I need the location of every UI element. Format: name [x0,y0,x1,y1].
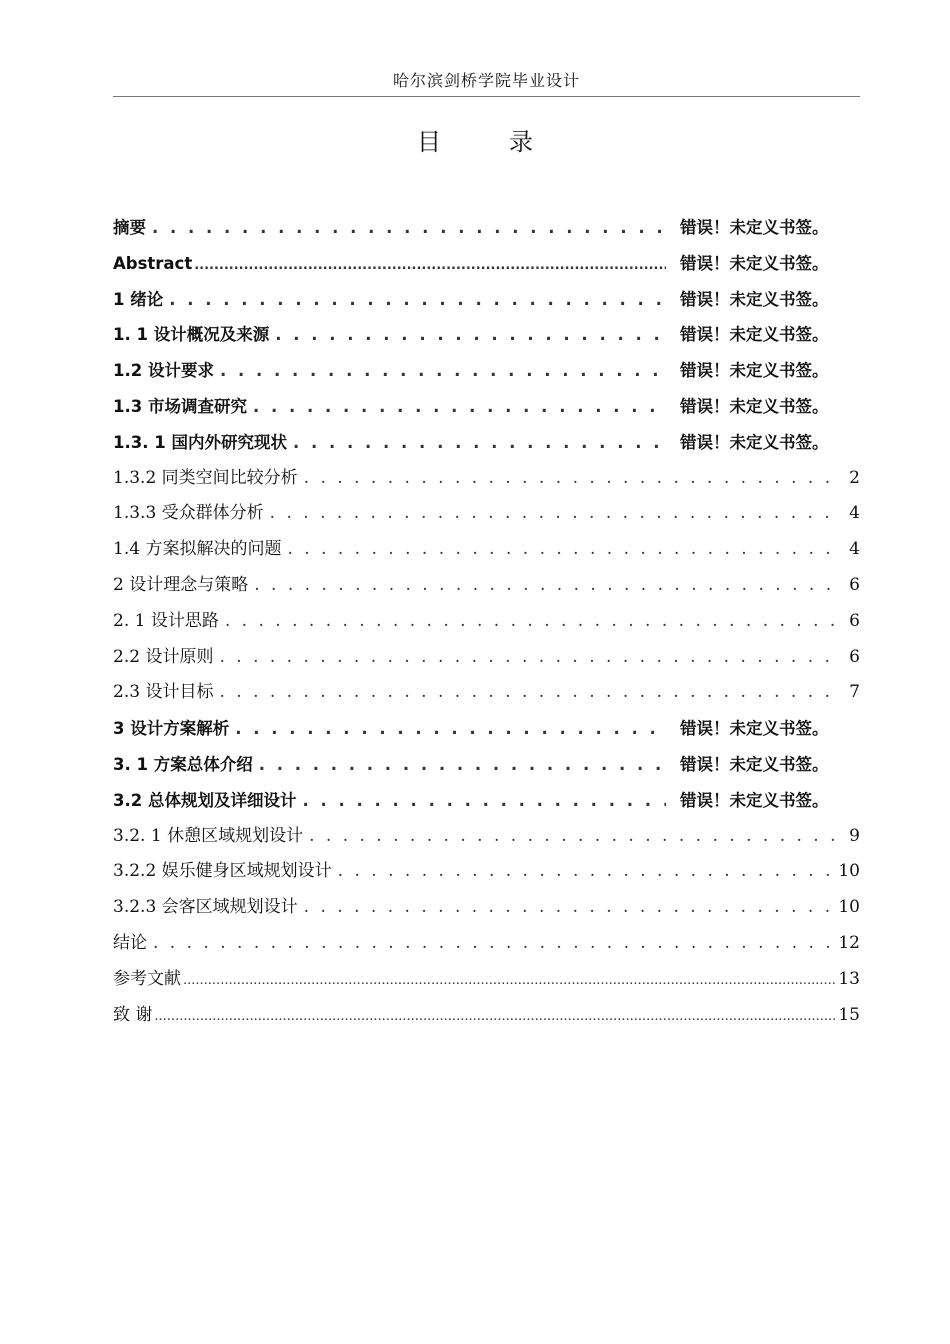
toc-entry-page: 15 [838,1004,860,1025]
dot-leader [304,461,834,497]
toc-title: 目 录 [417,128,555,156]
dot-leader [287,532,834,568]
toc-entry[interactable] [113,317,860,353]
toc-entry[interactable] [113,890,860,926]
toc-entry-page: 错误！未定义书签。 [680,218,829,237]
toc-entry-label: 1.3.2 同类空间比较分析 [113,467,298,488]
dot-leader [235,711,666,747]
toc-entry-page: 错误！未定义书签。 [680,396,829,416]
toc-entry-page: 9 [849,825,860,846]
toc-entry-label: 1.3. 1 国内外研究现状 [113,432,287,452]
toc-entry-page: 6 [849,610,860,631]
toc-entry[interactable] [113,210,860,246]
toc-entry[interactable] [113,854,860,890]
toc-entry-page: 2 [849,467,860,488]
toc-entry-page: 12 [838,932,860,953]
toc-entry[interactable] [113,246,860,282]
toc-entry-label: 1. 1 设计概况及来源 [113,325,270,345]
toc-entry-page: 错误！未定义书签。 [680,289,829,309]
toc-entry[interactable] [113,675,860,711]
toc-entry-page: 10 [838,897,860,918]
toc-entry-page: 4 [849,503,860,524]
toc-entry[interactable] [113,998,860,1034]
dot-leader [219,640,834,676]
dot-leader [153,926,832,962]
toc-entry[interactable] [113,568,860,604]
dot-leader [309,819,834,855]
toc-entry-label: Abstract [113,253,193,273]
toc-entry[interactable] [113,425,860,461]
toc-entry[interactable] [113,783,860,819]
toc-entry-label: 2 设计理念与策略 [113,574,249,595]
toc-entry-page: 错误！未定义书签。 [680,790,829,810]
dot-leader [152,210,666,246]
toc-entry[interactable] [113,962,860,998]
dot-leader [293,425,666,461]
dot-leader [304,890,833,926]
dot-leader [302,783,666,819]
table-of-contents [113,210,860,1033]
toc-entry-page: 错误！未定义书签。 [680,754,829,774]
toc-entry-label: 2.3 设计目标 [113,682,214,703]
dot-leader [253,389,666,425]
toc-entry-page: 6 [849,574,860,595]
toc-entry-label: 1.3 市场调查研究 [113,396,247,416]
toc-entry-label: 致 谢 [113,1004,153,1025]
page-header: 哈尔滨剑桥学院毕业设计 [113,68,860,97]
toc-entry-label: 参考文献 [113,968,181,989]
dot-leader [169,282,666,318]
toc-entry[interactable] [113,496,860,532]
toc-entry-label: 3. 1 方案总体介绍 [113,754,253,774]
toc-entry-page: 4 [849,539,860,560]
dot-leader [154,998,836,1035]
toc-entry-page: 错误！未定义书签。 [680,719,829,739]
dot-leader [338,854,833,890]
toc-entry-label: 3 设计方案解析 [113,719,230,739]
toc-entry-label: 2.2 设计原则 [113,646,214,667]
toc-entry-label: 3.2 总体规划及详细设计 [113,790,297,810]
toc-entry-label: 1 绪论 [113,289,164,309]
toc-entry-label: 3.2.3 会客区域规划设计 [113,897,298,918]
toc-entry-page: 6 [849,646,860,667]
toc-entry[interactable] [113,604,860,640]
dot-leader [270,496,834,532]
toc-entry[interactable] [113,461,860,497]
toc-entry-label: 2. 1 设计思路 [113,610,219,631]
toc-entry-label: 1.4 方案拟解决的问题 [113,539,282,560]
toc-entry-label: 结论 [113,932,147,953]
toc-entry[interactable] [113,389,860,425]
toc-entry[interactable] [113,282,860,318]
toc-entry[interactable] [113,532,860,568]
toc-entry-label: 摘要 [113,218,146,237]
dot-leader [275,317,666,353]
toc-entry[interactable] [113,819,860,855]
toc-entry-label: 1.3.3 受众群体分析 [113,503,264,524]
toc-entry-page: 错误！未定义书签。 [680,361,829,381]
dot-leader [254,568,834,604]
toc-entry-page: 10 [838,861,860,882]
dot-leader [183,962,836,999]
toc-entry-page: 7 [849,682,860,703]
toc-entry-page: 错误！未定义书签。 [680,253,829,273]
dot-leader [220,353,666,389]
toc-entry[interactable] [113,353,860,389]
toc-entry[interactable] [113,640,860,676]
toc-entry[interactable] [113,747,860,783]
toc-entry-label: 3.2. 1 休憩区域规划设计 [113,825,304,846]
dot-leader [225,604,834,640]
toc-entry[interactable] [113,711,860,747]
dot-leader [219,675,834,711]
toc-entry-page: 错误！未定义书签。 [680,325,829,345]
toc-entry-page: 错误！未定义书签。 [680,432,829,452]
dot-leader [259,747,666,783]
toc-entry[interactable] [113,926,860,962]
toc-entry-page: 13 [838,968,860,989]
toc-entry-label: 1.2 设计要求 [113,361,214,381]
toc-entry-label: 3.2.2 娱乐健身区域规划设计 [113,861,332,882]
dot-leader [194,246,666,284]
